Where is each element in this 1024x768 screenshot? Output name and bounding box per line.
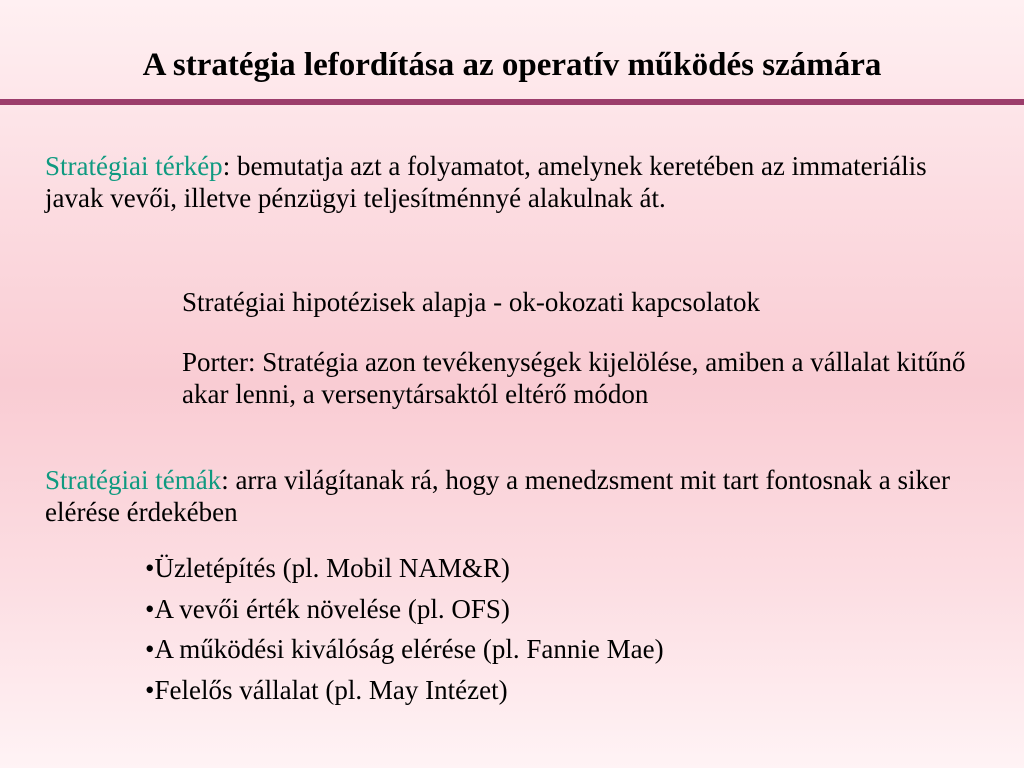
- strategic-themes-paragraph: [45, 464, 985, 528]
- strategic-themes-text: : arra világítanak rá, hogy a menedzsment mit tart fontosnak a siker elérése érdekében: [45, 465, 950, 527]
- list-item: •A működési kiválóság elérése (pl. Fannie Mae): [145, 634, 664, 664]
- strategy-map-term: Stratégiai térkép: [45, 151, 223, 181]
- strategy-map-paragraph: [45, 150, 985, 214]
- list-item: •A vevői érték növelése (pl. OFS): [145, 593, 510, 624]
- slide-title: A stratégia lefordítása az operatív működés számára: [142, 47, 882, 83]
- list-item: •Üzletépítés (pl. Mobil NAM&R): [145, 553, 510, 583]
- hypotheses-paragraph: Stratégiai hipotézisek alapja - ok-okozati kapcsolatok: [182, 287, 761, 317]
- title-divider: [0, 99, 1024, 105]
- strategic-themes-list: [145, 548, 1005, 710]
- strategy-map-text: : bemutatja azt a folyamatot, amelynek keretében az immateriális javak vevői, illetve pénzügyi teljesítménnyé alakulnak át.: [45, 151, 927, 213]
- list-item: •Felelős vállalat (pl. May Intézet): [145, 674, 508, 705]
- porter-paragraph: Porter: Stratégia azon tevékenységek kijelölése, amiben a vállalat kitűnő akar lenni, a versenytársaktól eltérő módon: [182, 347, 966, 409]
- strategic-themes-term: Stratégiai témák: [45, 465, 222, 495]
